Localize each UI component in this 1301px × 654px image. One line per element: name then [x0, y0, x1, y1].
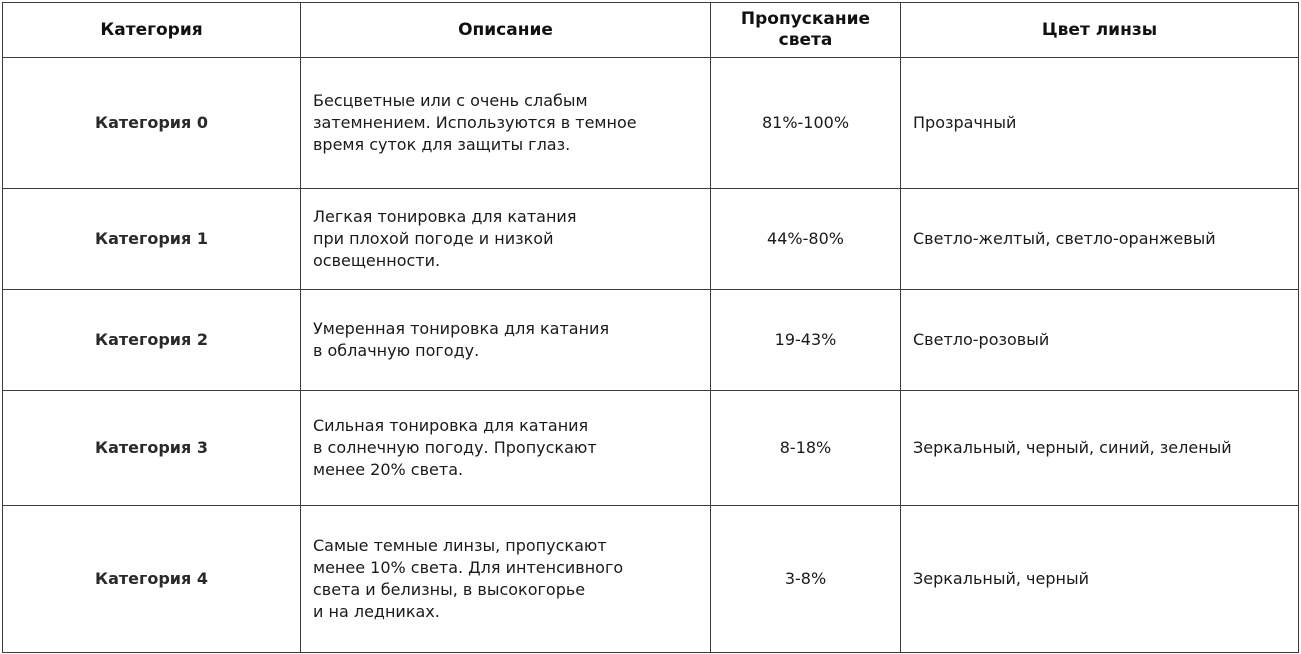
description-line: Бесцветные или с очень слабым [313, 91, 588, 110]
lens-color-cell: Зеркальный, черный [901, 506, 1299, 653]
transmission-cell: 3-8% [711, 506, 901, 653]
table-row [3, 58, 1299, 189]
table-row [3, 290, 1299, 391]
description-line: Самые темные линзы, пропускают [313, 536, 607, 555]
description-line: Сильная тонировка для катания [313, 416, 589, 435]
description-line: время суток для защиты глаз. [313, 135, 571, 154]
lens-category-table [2, 2, 1299, 653]
description-line: затемнением. Используются в темное [313, 113, 637, 132]
description-line: в солнечную погоду. Пропускают [313, 438, 597, 457]
category-cell: Категория 2 [3, 290, 301, 391]
lens-color-cell: Зеркальный, черный, синий, зеленый [901, 391, 1299, 506]
category-cell: Категория 1 [3, 189, 301, 290]
description-line: при плохой погоде и низкой [313, 229, 554, 248]
transmission-cell: 44%-80% [711, 189, 901, 290]
description-cell [301, 290, 711, 391]
description-line: менее 20% света. [313, 460, 464, 479]
transmission-cell: 19-43% [711, 290, 901, 391]
description-cell [301, 189, 711, 290]
header-category: Категория [3, 3, 301, 58]
lens-color-cell: Светло-розовый [901, 290, 1299, 391]
transmission-cell: 81%-100% [711, 58, 901, 189]
description-line: Легкая тонировка для катания [313, 207, 577, 226]
lens-color-cell: Прозрачный [901, 58, 1299, 189]
header-description: Описание [301, 3, 711, 58]
table-row [3, 506, 1299, 653]
description-line: Умеренная тонировка для катания [313, 319, 610, 338]
transmission-cell: 8-18% [711, 391, 901, 506]
description-cell [301, 506, 711, 653]
header-lens-color: Цвет линзы [901, 3, 1299, 58]
header-transmission: Пропускание света [711, 3, 901, 58]
description-line: менее 10% света. Для интенсивного [313, 558, 624, 577]
lens-color-cell: Светло-желтый, светло-оранжевый [901, 189, 1299, 290]
category-cell: Категория 4 [3, 506, 301, 653]
category-cell: Категория 0 [3, 58, 301, 189]
category-cell: Категория 3 [3, 391, 301, 506]
table-header-row [3, 3, 1299, 58]
description-cell [301, 391, 711, 506]
description-line: и на ледниках. [313, 602, 440, 621]
description-cell [301, 58, 711, 189]
table-row [3, 189, 1299, 290]
description-line: освещенности. [313, 251, 441, 270]
table-row [3, 391, 1299, 506]
description-line: в облачную погоду. [313, 341, 480, 360]
description-line: света и белизны, в высокогорье [313, 580, 586, 599]
